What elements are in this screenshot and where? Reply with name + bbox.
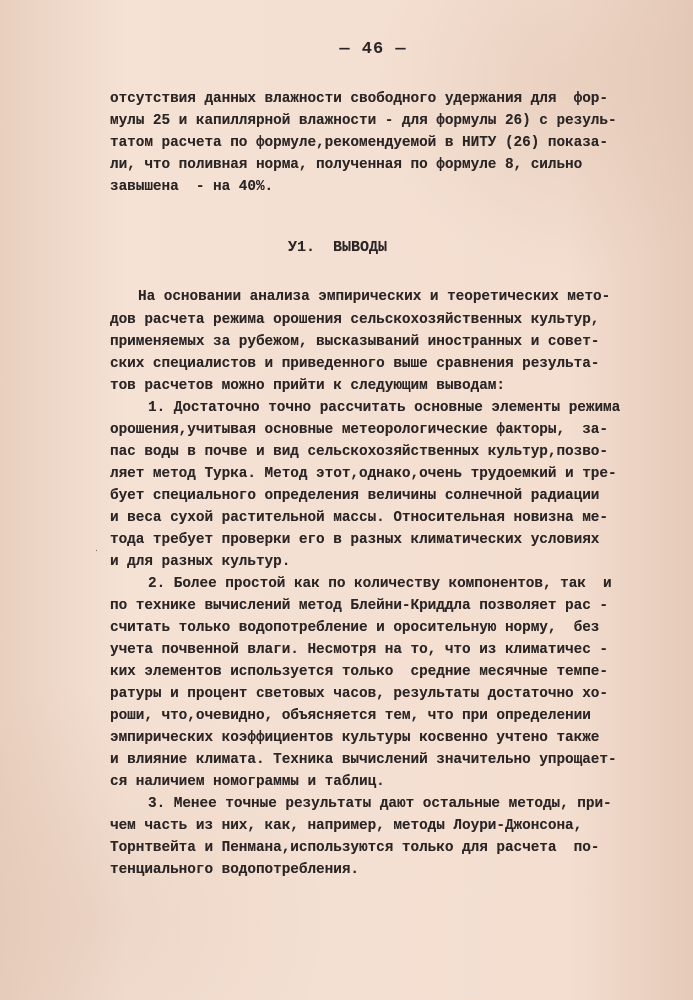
text-line: отсутствия данных влажности свободного удержания для фор- xyxy=(110,91,608,107)
text-line: завышена - на 40%. xyxy=(110,179,274,195)
text-line: ся наличием номограммы и таблиц. xyxy=(110,774,385,790)
text-line: дов расчета режима орошения сельскохозяйственных культур, xyxy=(110,312,600,328)
text-line: 1. Достаточно точно рассчитать основные элементы режима xyxy=(148,400,621,416)
text-line: тода требует проверки его в разных климатических условиях xyxy=(110,532,600,548)
text-line: 2. Более простой как по количеству компонентов, так и xyxy=(148,576,612,592)
text-line: ских специалистов и приведенного выше сравнения результа- xyxy=(110,356,600,372)
page-number: — 46 — xyxy=(339,40,407,59)
text-line: и для разных культур. xyxy=(110,554,291,570)
text-line: по технике вычислений метод Блейни-Криддла позволяет рас - xyxy=(110,598,608,614)
section-heading: У1. ВЫВОДЫ xyxy=(288,239,388,256)
text-line: ких элементов используется только средние месячные темпе- xyxy=(110,664,608,680)
text-line: учета почвенной влаги. Несмотря на то, что из климатичес - xyxy=(110,642,608,658)
text-line: Торнтвейта и Пенмана,используются только для расчета по- xyxy=(110,840,600,856)
text-line: применяемых за рубежом, высказываний иностранных и совет- xyxy=(110,334,600,350)
text-line: эмпирических коэффициентов культуры косвенно учтено также xyxy=(110,730,600,746)
text-line: пас воды в почве и вид сельскохозяйственных культур,позво- xyxy=(110,444,608,460)
text-line: и веса сухой растительной массы. Относительная новизна ме- xyxy=(110,510,608,526)
text-line: орошения,учитывая основные метеорологические факторы, за- xyxy=(110,422,608,438)
text-line: и влияние климата. Техника вычислений значительно упрощает- xyxy=(110,752,617,768)
text-line: ляет метод Турка. Метод этот,однако,очень трудоемкий и тре- xyxy=(110,466,617,482)
text-line: ли, что поливная норма, полученная по формуле 8, сильно xyxy=(110,157,583,173)
text-line: бует специального определения величины солнечной радиации xyxy=(110,488,600,504)
text-line: чем часть из них, как, например, методы Лоури-Джонсона, xyxy=(110,818,583,834)
text-line: тов расчетов можно прийти к следующим выводам: xyxy=(110,378,505,394)
text-line: мулы 25 и капиллярной влажности - для формулы 26) с резуль- xyxy=(110,113,617,129)
text-line: ратуры и процент световых часов, результаты достаточно хо- xyxy=(110,686,608,702)
text-line: тенциального водопотребления. xyxy=(110,862,359,878)
text-line: роши, что,очевидно, объясняется тем, что при определении xyxy=(110,708,591,724)
text-line: На основании анализа эмпирических и теоретических мето- xyxy=(138,289,611,305)
text-line: 3. Менее точные результаты дают остальные методы, при- xyxy=(148,796,612,812)
text-line: считать только водопотребление и оросительную норму, без xyxy=(110,620,600,636)
text-line: татом расчета по формуле,рекомендуемой в НИТУ (26) показа- xyxy=(110,135,608,151)
